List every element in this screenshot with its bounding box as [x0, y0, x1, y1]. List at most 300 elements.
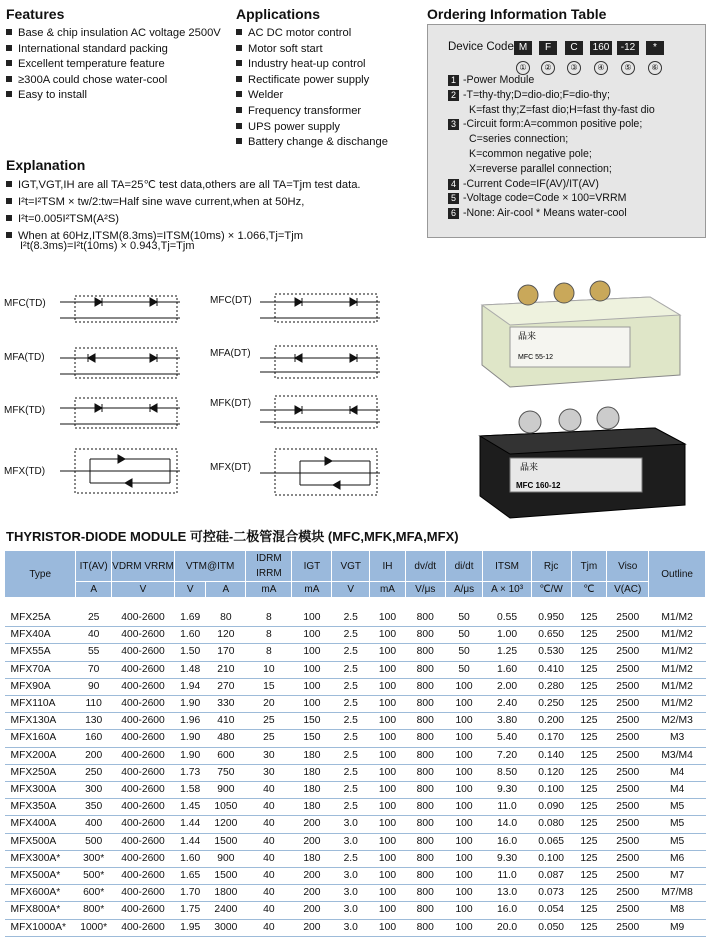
table-cell: 180	[292, 747, 332, 764]
table-cell: MFX500A*	[5, 868, 76, 885]
table-cell: MFX800A*	[5, 902, 76, 919]
table-cell: 600	[206, 747, 246, 764]
table-header: IGT	[292, 551, 332, 582]
table-cell: 400-2600	[112, 747, 175, 764]
ordering-row: 1 -Power Module	[448, 73, 655, 88]
table-cell: 2500	[607, 764, 649, 781]
table-cell: 180	[292, 799, 332, 816]
table-cell: 480	[206, 730, 246, 747]
table-cell: 100	[292, 627, 332, 644]
table-cell: 1.58	[174, 782, 205, 799]
bullet-square-icon	[6, 60, 12, 66]
ordering-row-number: 3	[448, 119, 459, 130]
application-item: Battery change & dischange	[236, 135, 388, 151]
code-box: -12	[617, 41, 639, 55]
photo-brand: 晶来	[518, 331, 537, 341]
table-cell: M9	[649, 919, 706, 936]
circuit-mfc-td	[60, 296, 180, 322]
table-cell: 2500	[607, 799, 649, 816]
table-cell: M7/M8	[649, 885, 706, 902]
features-list	[6, 26, 221, 104]
table-cell: 1.00	[483, 627, 531, 644]
ordering-row: K=fast thy;Z=fast dio;H=fast thy-fast dio	[469, 103, 655, 116]
table-cell: 1.90	[174, 747, 205, 764]
feature-item: ≥300A could chose water-cool	[6, 73, 221, 89]
table-cell: 100	[445, 799, 483, 816]
position-marker: ⑥	[648, 61, 662, 75]
ordering-row-number: 6	[448, 208, 459, 219]
position-marker: ⑤	[621, 61, 635, 75]
table-cell: 40	[246, 799, 292, 816]
table-cell: 300	[76, 782, 112, 799]
table-cell: 800*	[76, 902, 112, 919]
table-cell: MFX1000A*	[5, 919, 76, 936]
table-cell: 0.050	[531, 919, 571, 936]
explanation-item: When at 60Hz,ITSM(8.3ms)=ITSM(10ms) × 1.066,Tj=Tjm	[6, 228, 361, 245]
ordering-row: 4 -Current Code=IF(AV)/IT(AV)	[448, 177, 655, 192]
table-cell: 16.0	[483, 833, 531, 850]
position-marker: ③	[567, 61, 581, 75]
bullet-square-icon	[6, 45, 12, 51]
table-cell: 9.30	[483, 850, 531, 867]
table-cell: 100	[370, 782, 406, 799]
table-unit: ℃	[571, 582, 607, 598]
table-cell: 3.0	[332, 868, 370, 885]
code-box: 160	[590, 41, 612, 55]
table-cell: M7	[649, 868, 706, 885]
table-cell: 0.170	[531, 730, 571, 747]
table-cell: 2400	[206, 902, 246, 919]
device-code-label: Device Code	[448, 41, 514, 53]
table-cell: 160	[76, 730, 112, 747]
table-cell: M5	[649, 816, 706, 833]
table-cell: 125	[571, 868, 607, 885]
table-cell: 100	[445, 713, 483, 730]
bullet-square-icon	[236, 107, 242, 113]
table-cell: 16.0	[483, 902, 531, 919]
table-cell: 800	[405, 919, 445, 936]
table-cell: 400-2600	[112, 610, 175, 627]
bullet-square-icon	[236, 138, 242, 144]
table-cell: 2500	[607, 661, 649, 678]
explanation-item: I²t=I²TSM × tw/2:tw=Half sine wave current,when at 50Hz,	[6, 194, 361, 211]
table-cell: 200	[292, 919, 332, 936]
photo-model: MFC 160-12	[516, 481, 561, 490]
table-cell: 70	[76, 661, 112, 678]
table-cell: 100	[370, 833, 406, 850]
table-cell: MFX400A	[5, 816, 76, 833]
table-cell: 800	[405, 868, 445, 885]
table-cell: 400-2600	[112, 713, 175, 730]
table-cell: 1.60	[483, 661, 531, 678]
application-item: Industry heat-up control	[236, 57, 388, 73]
table-cell: 500	[76, 833, 112, 850]
table-row	[5, 627, 706, 644]
table-cell: 10	[246, 661, 292, 678]
bullet-square-icon	[236, 76, 242, 82]
table-cell: 13.0	[483, 885, 531, 902]
table-cell: 1800	[206, 885, 246, 902]
table-cell: 2500	[607, 610, 649, 627]
table-cell: 125	[571, 730, 607, 747]
features-title: Features	[6, 6, 65, 22]
explanation-list	[6, 177, 361, 245]
table-cell: 400-2600	[112, 661, 175, 678]
table-cell: 100	[370, 850, 406, 867]
table-unit: A × 10³	[483, 582, 531, 598]
table-cell: 330	[206, 696, 246, 713]
circuit-label: MFX(DT)	[210, 462, 252, 473]
table-cell: 125	[571, 764, 607, 781]
table-cell: 2500	[607, 747, 649, 764]
table-row	[5, 610, 706, 627]
table-cell: 125	[571, 833, 607, 850]
module-photo-bottom	[470, 400, 695, 525]
ordering-rows	[448, 73, 655, 221]
table-header: VDRM VRRM	[112, 551, 175, 582]
circuit-label: MFC(DT)	[210, 295, 252, 306]
table-cell: 125	[571, 919, 607, 936]
table-cell: 100	[370, 747, 406, 764]
table-cell: 100	[445, 885, 483, 902]
table-cell: 800	[405, 610, 445, 627]
table-cell: 250	[76, 764, 112, 781]
table-cell: 400-2600	[112, 833, 175, 850]
table-row	[5, 816, 706, 833]
table-cell: 2500	[607, 782, 649, 799]
table-cell: 100	[445, 833, 483, 850]
table-cell: 400-2600	[112, 678, 175, 695]
table-cell: M3/M4	[649, 747, 706, 764]
table-cell: MFX25A	[5, 610, 76, 627]
table-cell: 400-2600	[112, 730, 175, 747]
table-cell: 100	[445, 730, 483, 747]
table-cell: 1.95	[174, 919, 205, 936]
table-cell: 400	[76, 816, 112, 833]
bullet-square-icon	[236, 91, 242, 97]
table-unit: V	[174, 582, 205, 598]
ordering-row: 2 -T=thy-thy;D=dio-dio;F=dio-thy;	[448, 88, 655, 103]
table-unit: A	[206, 582, 246, 598]
table-cell: 0.100	[531, 782, 571, 799]
table-cell: 30	[246, 747, 292, 764]
table-cell: 500*	[76, 868, 112, 885]
table-cell: 5.40	[483, 730, 531, 747]
table-cell: 100	[370, 885, 406, 902]
table-cell: 3000	[206, 919, 246, 936]
photo-brand: 晶来	[520, 462, 539, 472]
table-cell: 40	[246, 782, 292, 799]
table-cell: 1.44	[174, 816, 205, 833]
table-cell: 200	[292, 868, 332, 885]
table-cell: M2/M3	[649, 713, 706, 730]
table-cell: 3.0	[332, 902, 370, 919]
table-cell: 0.530	[531, 644, 571, 661]
table-cell: MFX70A	[5, 661, 76, 678]
table-cell: 2500	[607, 644, 649, 661]
table-cell: 410	[206, 713, 246, 730]
table-cell: 40	[246, 816, 292, 833]
table-cell: MFX40A	[5, 627, 76, 644]
table-row	[5, 730, 706, 747]
table-cell: 1.25	[483, 644, 531, 661]
feature-item: Easy to install	[6, 88, 221, 104]
table-cell: 100	[292, 696, 332, 713]
table-cell: 2500	[607, 713, 649, 730]
circuit-mfa-dt	[260, 346, 380, 378]
bullet-square-icon	[6, 29, 12, 35]
table-cell: 50	[445, 644, 483, 661]
applications-list	[236, 26, 388, 151]
ordering-row-number: 1	[448, 75, 459, 86]
explanation-item: I²t=0.005I²TSM(A²S)	[6, 211, 361, 228]
table-cell: 800	[405, 816, 445, 833]
table-cell: 200	[76, 747, 112, 764]
table-cell: 400-2600	[112, 644, 175, 661]
table-row	[5, 696, 706, 713]
table-cell: 50	[445, 627, 483, 644]
table-cell: 2.00	[483, 678, 531, 695]
table-cell: 100	[292, 661, 332, 678]
table-header: VGT	[332, 551, 370, 582]
table-cell: 0.410	[531, 661, 571, 678]
bullet-square-icon	[236, 123, 242, 129]
table-cell: 100	[370, 696, 406, 713]
table-header: di/dt	[445, 551, 483, 582]
table-cell: 0.090	[531, 799, 571, 816]
table-cell: 200	[292, 885, 332, 902]
table-cell: 800	[405, 902, 445, 919]
table-cell: MFX110A	[5, 696, 76, 713]
table-cell: 1050	[206, 799, 246, 816]
table-cell: 2500	[607, 902, 649, 919]
table-cell: 14.0	[483, 816, 531, 833]
table-cell: 100	[370, 678, 406, 695]
table-cell: 110	[76, 696, 112, 713]
table-cell: 2500	[607, 678, 649, 695]
table-title: THYRISTOR-DIODE MODULE 可控硅-二极管混合模块 (MFC,MFK,MFA,MFX)	[6, 529, 459, 544]
table-unit: V	[332, 582, 370, 598]
table-cell: M6	[649, 850, 706, 867]
table-cell: 1.90	[174, 696, 205, 713]
table-cell: 1.73	[174, 764, 205, 781]
table-row	[5, 799, 706, 816]
table-cell: 2.5	[332, 799, 370, 816]
table-cell: MFX160A	[5, 730, 76, 747]
table-cell: 11.0	[483, 799, 531, 816]
table-header: IH	[370, 551, 406, 582]
bullet-square-icon	[6, 76, 12, 82]
table-cell: 100	[445, 764, 483, 781]
code-box: M	[514, 41, 532, 55]
table-header: dv/dt	[405, 551, 445, 582]
table-cell: 125	[571, 747, 607, 764]
table-cell: 800	[405, 782, 445, 799]
bullet-square-icon	[236, 45, 242, 51]
table-cell: 100	[370, 764, 406, 781]
table-cell: 300*	[76, 850, 112, 867]
table-cell: 400-2600	[112, 696, 175, 713]
table-cell: 0.100	[531, 850, 571, 867]
table-cell: 11.0	[483, 868, 531, 885]
position-marker: ②	[541, 61, 555, 75]
application-item: Frequency transformer	[236, 104, 388, 120]
table-row	[5, 868, 706, 885]
table-cell: 125	[571, 902, 607, 919]
table-cell: 25	[246, 713, 292, 730]
table-unit: ℃/W	[531, 582, 571, 598]
table-cell: MFX300A	[5, 782, 76, 799]
circuit-mfx-td	[60, 449, 180, 493]
table-cell: 2.5	[332, 644, 370, 661]
table-cell: 100	[445, 816, 483, 833]
table-cell: M5	[649, 799, 706, 816]
circuit-mfk-td	[60, 398, 180, 428]
table-cell: 1200	[206, 816, 246, 833]
table-cell: 125	[571, 661, 607, 678]
table-cell: 170	[206, 644, 246, 661]
table-cell: 125	[571, 610, 607, 627]
table-cell: M1/M2	[649, 627, 706, 644]
table-header: Type	[5, 551, 76, 598]
table-cell: 2.5	[332, 747, 370, 764]
table-cell: 8.50	[483, 764, 531, 781]
application-item: UPS power supply	[236, 120, 388, 136]
table-cell: 3.0	[332, 919, 370, 936]
table-cell: 0.950	[531, 610, 571, 627]
table-cell: 1500	[206, 833, 246, 850]
table-cell: 2500	[607, 885, 649, 902]
table-cell: 50	[445, 661, 483, 678]
table-cell: 150	[292, 713, 332, 730]
table-cell: 100	[370, 868, 406, 885]
circuit-label: MFA(DT)	[210, 348, 251, 359]
table-cell: MFX130A	[5, 713, 76, 730]
table-cell: 400-2600	[112, 627, 175, 644]
code-box: *	[646, 41, 664, 55]
table-cell: 1.69	[174, 610, 205, 627]
table-cell: 800	[405, 799, 445, 816]
table-cell: M5	[649, 833, 706, 850]
table-cell: 50	[445, 610, 483, 627]
table-cell: 200	[292, 816, 332, 833]
table-cell: MFX200A	[5, 747, 76, 764]
table-cell: 1000*	[76, 919, 112, 936]
table-cell: 2.5	[332, 661, 370, 678]
table-cell: 0.080	[531, 816, 571, 833]
table-cell: 125	[571, 713, 607, 730]
table-cell: 800	[405, 644, 445, 661]
table-unit: V(AC)	[607, 582, 649, 598]
table-cell: 400-2600	[112, 782, 175, 799]
table-cell: 125	[571, 799, 607, 816]
table-header: Tjm	[571, 551, 607, 582]
table-cell: 1.70	[174, 885, 205, 902]
table-cell: 125	[571, 696, 607, 713]
ordering-title: Ordering Information Table	[427, 6, 607, 22]
circuit-mfa-td	[60, 348, 180, 378]
module-photo-top	[470, 275, 690, 395]
table-cell: 0.054	[531, 902, 571, 919]
table-cell: 40	[246, 902, 292, 919]
table-cell: 7.20	[483, 747, 531, 764]
table-cell: MFX250A	[5, 764, 76, 781]
table-cell: M1/M2	[649, 610, 706, 627]
table-cell: 800	[405, 713, 445, 730]
table-cell: 3.0	[332, 816, 370, 833]
table-cell: 100	[370, 799, 406, 816]
table-unit: V/μs	[405, 582, 445, 598]
circuit-mfk-dt	[260, 396, 380, 428]
table-cell: 40	[246, 850, 292, 867]
table-cell: 800	[405, 885, 445, 902]
table-cell: 1.65	[174, 868, 205, 885]
table-row	[5, 850, 706, 867]
table-cell: 100	[445, 696, 483, 713]
table-cell: MFX350A	[5, 799, 76, 816]
bullet-square-icon	[6, 215, 12, 221]
table-cell: M4	[649, 764, 706, 781]
bullet-square-icon	[236, 29, 242, 35]
ordering-row: 3 -Circuit form:A=common positive pole;	[448, 117, 655, 132]
table-row	[5, 661, 706, 678]
ordering-row: K=common negative pole;	[469, 147, 592, 160]
circuit-mfc-dt	[260, 294, 380, 322]
table-cell: 400-2600	[112, 919, 175, 936]
ordering-panel	[427, 24, 706, 238]
circuit-label: MFC(TD)	[4, 298, 46, 309]
table-cell: 600*	[76, 885, 112, 902]
explanation-extra: I²t(8.3ms)=I²t(10ms) × 0.943,Tj=Tjm	[20, 240, 195, 252]
table-unit: A	[76, 582, 112, 598]
table-cell: 1.50	[174, 644, 205, 661]
table-cell: 750	[206, 764, 246, 781]
table-cell: 1.44	[174, 833, 205, 850]
table-cell: 15	[246, 678, 292, 695]
ordering-row: C=series connection;	[469, 133, 569, 146]
table-cell: 400-2600	[112, 816, 175, 833]
position-marker: ④	[594, 61, 608, 75]
code-box: C	[565, 41, 583, 55]
table-cell: 1.94	[174, 678, 205, 695]
table-cell: 100	[370, 919, 406, 936]
table-cell: 100	[445, 868, 483, 885]
table-row	[5, 713, 706, 730]
bullet-square-icon	[236, 60, 242, 66]
table-cell: 125	[571, 885, 607, 902]
table-cell: 40	[246, 885, 292, 902]
table-row	[5, 782, 706, 799]
table-cell: 20.0	[483, 919, 531, 936]
table-cell: 100	[445, 747, 483, 764]
table-cell: 125	[571, 627, 607, 644]
explanation-item: IGT,VGT,IH are all TA=25℃ test data,others are all TA=Tjm test data.	[6, 177, 361, 194]
bullet-square-icon	[6, 91, 12, 97]
table-cell: 100	[445, 919, 483, 936]
table-cell: 2.40	[483, 696, 531, 713]
bullet-square-icon	[6, 198, 12, 204]
ordering-row-number: 4	[448, 179, 459, 190]
table-unit: mA	[246, 582, 292, 598]
table-cell: 9.30	[483, 782, 531, 799]
table-cell: 0.650	[531, 627, 571, 644]
table-cell: 125	[571, 678, 607, 695]
ordering-row: 5 -Voltage code=Code × 100=VRRM	[448, 191, 655, 206]
table-cell: 1.60	[174, 627, 205, 644]
circuit-label: MFX(TD)	[4, 466, 46, 477]
table-cell: 200	[292, 902, 332, 919]
application-item: Welder	[236, 88, 388, 104]
